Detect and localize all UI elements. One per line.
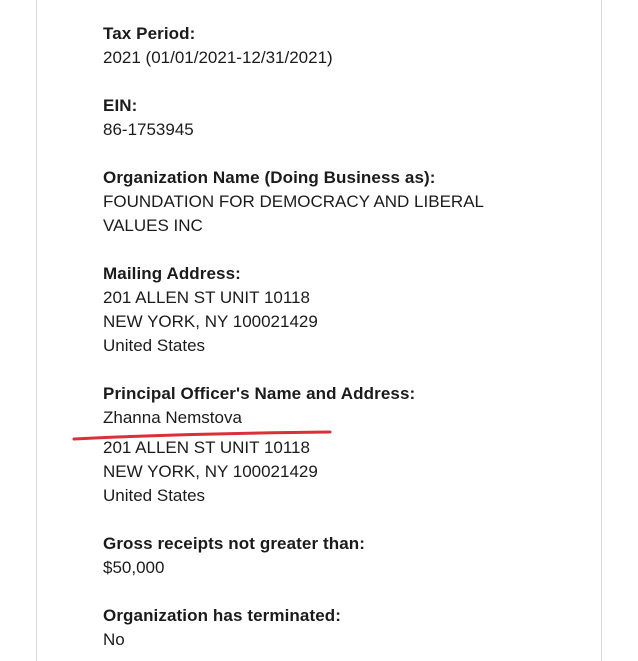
- organization-name-field: [103, 166, 583, 238]
- mailing-address-label: Mailing Address:: [103, 264, 241, 283]
- gross-receipts-field: [103, 532, 583, 580]
- terminated-label: Organization has terminated:: [103, 606, 342, 625]
- principal-officer-city: NEW YORK, NY 100021429: [103, 462, 318, 481]
- principal-officer-label: Principal Officer's Name and Address:: [103, 384, 416, 403]
- ein-value: 86-1753945: [103, 120, 194, 139]
- tax-period-field: [103, 22, 583, 70]
- tax-period-value: 2021 (01/01/2021-12/31/2021): [103, 48, 333, 67]
- ein-label: EIN:: [103, 96, 138, 115]
- principal-officer-street: 201 ALLEN ST UNIT 10118: [103, 438, 310, 457]
- mailing-address-country: United States: [103, 336, 206, 355]
- principal-officer-country: United States: [103, 486, 206, 505]
- mailing-address-street: 201 ALLEN ST UNIT 10118: [103, 288, 310, 307]
- terminated-value: No: [103, 630, 125, 649]
- mailing-address-field: [103, 262, 583, 358]
- mailing-address-city: NEW YORK, NY 100021429: [103, 312, 318, 331]
- gross-receipts-label: Gross receipts not greater than:: [103, 534, 366, 553]
- organization-name-line-2: VALUES INC: [103, 216, 203, 235]
- organization-name-line-1: FOUNDATION FOR DEMOCRACY AND LIBERAL: [103, 192, 484, 211]
- record-details: [103, 22, 583, 661]
- organization-name-label: Organization Name (Doing Business as):: [103, 168, 436, 187]
- terminated-field: [103, 604, 583, 652]
- tax-period-label: Tax Period:: [103, 24, 196, 43]
- gross-receipts-value: $50,000: [103, 558, 165, 577]
- principal-officer-name: Zhanna Nemstova: [103, 408, 242, 427]
- principal-officer-field: [103, 382, 583, 508]
- ein-field: [103, 94, 583, 142]
